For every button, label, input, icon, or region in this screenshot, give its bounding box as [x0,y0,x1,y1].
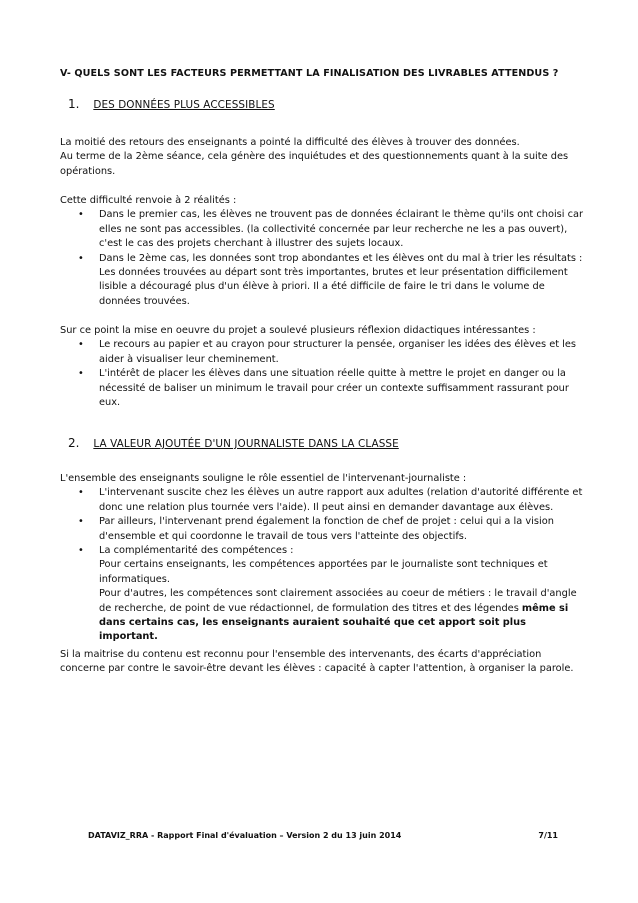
skills-paragraph-1: Pour certains enseignants, les compétences apportées par le journaliste sont techniques et informatiques. [99,559,548,585]
difficulty-list [60,208,585,309]
section-2-number: 2. [68,436,80,450]
conclusion-text: Si la maitrise du contenu est reconnu pour l'ensemble des intervenants, des écarts d'appréciation concerne par contre le savoir-être devant les élèves : capacité à capter l'attention, à organiser la parole. [60,649,574,675]
bullet-icon: • [78,252,84,264]
list-item-text: Le recours au papier et au crayon pour structurer la pensée, organiser les idées des élèves et les aider à visualiser leur cheminement. [99,339,577,365]
page-title: V- QUELS SONT LES FACTEURS PERMETTANT LA FINALISATION DES LIVRABLES ATTENDUS ? [60,68,559,79]
skills-emphasis: même si dans certains cas, les enseignants auraient souhaité que cet apport soit plus important. [99,602,569,643]
bullet-icon: • [78,545,84,557]
section-1-intro [60,136,585,179]
difficulty-intro: Cette difficulté renvoie à 2 réalités : [60,195,237,206]
bullet-icon: • [78,368,84,380]
footer-doc-label: DATAVIZ_RRA - Rapport Final d'évaluation – Version 2 du 13 juin 2014 [88,831,402,840]
reflection-list [60,338,585,410]
conclusion-paragraph [60,648,585,677]
section-1-title: DES DONNÉES PLUS ACCESSIBLES [93,99,275,111]
list-item [60,338,585,367]
section-2-intro: L'ensemble des enseignants souligne le rôle essentiel de l'intervenant-journaliste : [60,473,467,484]
bullet-icon: • [78,339,84,351]
intro-line-1: La moitié des retours des enseignants a pointé la difficulté des élèves à trouver des données. [60,137,520,148]
page-number: 7/11 [538,831,558,840]
section-1-number: 1. [68,97,80,111]
intro-line-2: Au terme de la 2ème séance, cela génère des inquiétudes et des questionnements quant à la suite des opérations. [60,151,569,177]
page-footer [88,831,558,840]
section-2-title: LA VALEUR AJOUTÉE D'UN JOURNALISTE DANS LA CLASSE [93,438,399,450]
list-item [60,252,585,310]
bullet-icon: • [78,516,84,528]
skills-paragraph-2: Pour d'autres, les compétences sont clairement associées au coeur de métiers : le travail d'angle de recherche, de point de vue rédactionnel, de formulation des titres et des légendes [99,588,577,614]
list-item-text: Par ailleurs, l'intervenant prend également la fonction de chef de projet : celui qui a la vision d'ensemble et qui coordonne le travail de tous vers l'atteinte des objectifs. [99,516,554,542]
section-2-heading [68,436,588,450]
list-item [60,208,585,251]
list-item [60,515,585,544]
section-2-body [60,472,585,645]
journalist-list [60,486,585,644]
difficulty-block [60,194,585,309]
list-item-text: L'intérêt de placer les élèves dans une situation réelle quitte à mettre le projet en danger ou la nécessité de baliser un minimum le travail pour créer un contexte suffisamment rassurant pour eux. [99,368,569,409]
reflection-block [60,324,585,410]
list-item [60,367,585,410]
list-item-text: L'intervenant suscite chez les élèves un autre rapport aux adultes (relation d'autorité différente et donc une relation plus tournée vers l'aide). Il peut ainsi en demander davantage aux élèves. [99,487,583,513]
list-item-text: Dans le premier cas, les élèves ne trouvent pas de données éclairant le thème qu'ils ont choisi car elles ne sont pas accessibles. (la collectivité concernée par leur recherche ne les a pas ouvert), c'est le cas des projets cherchant à illustrer des sujets locaux. [99,209,584,250]
reflection-intro: Sur ce point la mise en oeuvre du projet a soulevé plusieurs réflexion didactiques intéressantes : [60,325,536,336]
bullet-icon: • [78,209,84,221]
bullet-icon: • [78,487,84,499]
list-item-text: Dans le 2ème cas, les données sont trop abondantes et les élèves ont du mal à trier les résultats : Les données trouvées au départ sont très importantes, brutes et leur présentation difficilement lisible a découragé plus d'un élève à priori. Il a été difficile de faire le tri dans le volume de données trouvées. [99,252,583,307]
list-item [60,486,585,515]
section-1-heading [68,97,588,111]
list-item [60,544,585,645]
skills-title: La complémentarité des compétences : [99,545,294,557]
